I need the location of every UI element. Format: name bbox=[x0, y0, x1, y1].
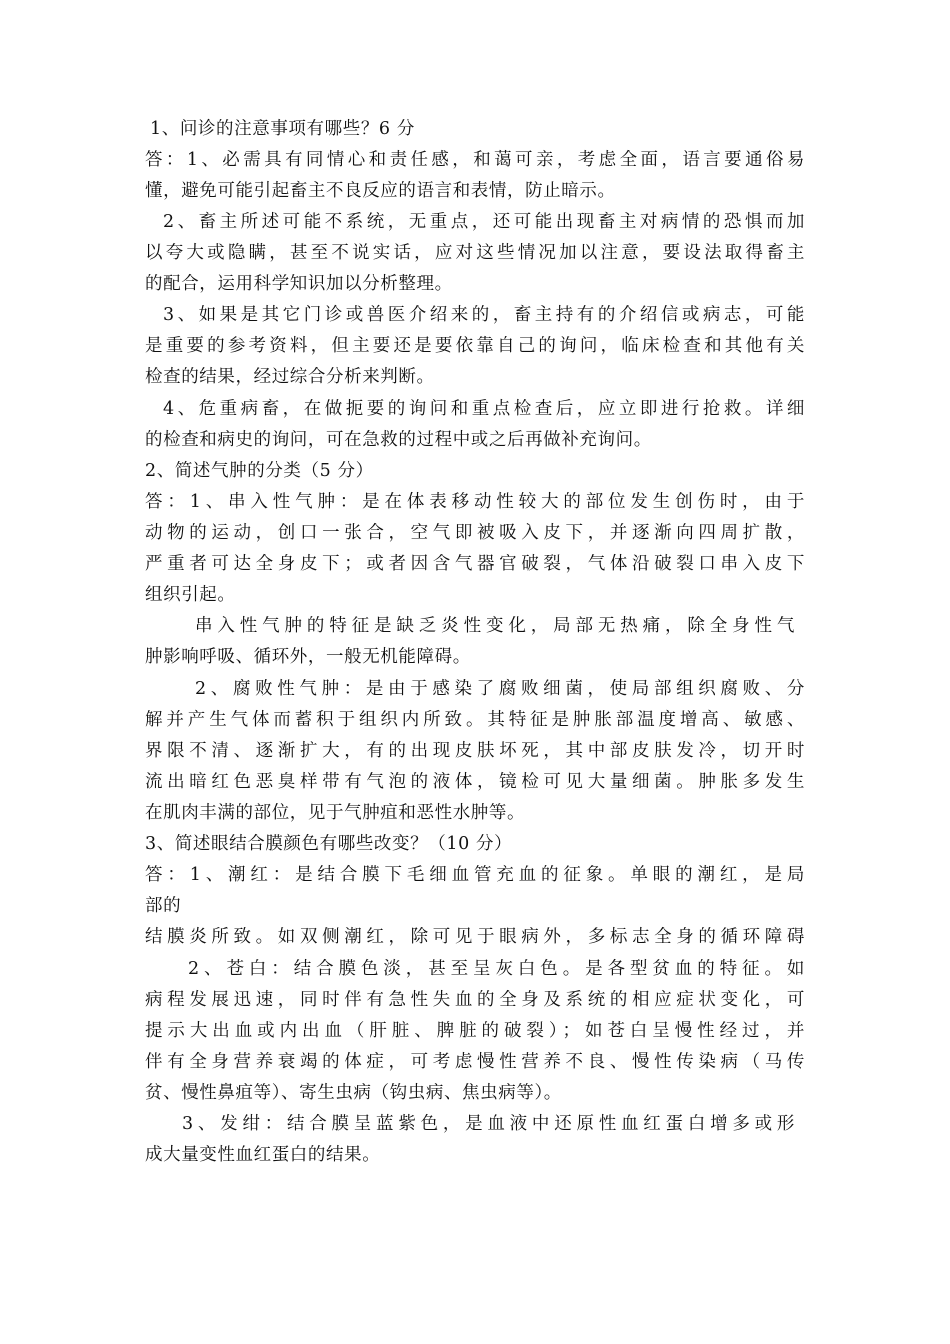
answer-2-line: 界限不清、逐渐扩大，有的出现皮肤坏死，其中部皮肤发冷，切开时 bbox=[145, 741, 805, 761]
answer-1-line: 的配合，运用科学知识加以分析整理。 bbox=[145, 274, 453, 294]
answer-3-line: 贫、慢性鼻疽等）、寄生虫病（钩虫病、焦虫病等）。 bbox=[145, 1083, 562, 1103]
answer-1-line: 的检查和病史的询问，可在急救的过程中或之后再做补充询问。 bbox=[145, 430, 652, 450]
answer-3-line: 部的 bbox=[145, 896, 182, 916]
answer-3-line: 2、苍白：结合膜色淡，甚至呈灰白色。是各型贫血的特征。如 bbox=[188, 959, 805, 979]
answer-2-line: 组织引起。 bbox=[145, 585, 236, 605]
answer-1-line: 懂，避免可能引起畜主不良反应的语言和表情，防止暗示。 bbox=[145, 181, 616, 201]
question-1-title: 1、问诊的注意事项有哪些？6 分 bbox=[150, 119, 415, 139]
answer-1-line: 2、畜主所述可能不系统，无重点，还可能出现畜主对病情的恐惧而加 bbox=[163, 212, 805, 232]
answer-2-line: 在肌肉丰满的部位，见于气肿疽和恶性水肿等。 bbox=[145, 803, 526, 823]
answer-2-line: 动物的运动，创口一张合，空气即被吸入皮下，并逐渐向四周扩散， bbox=[145, 523, 805, 543]
answer-3-line: 伴有全身营养衰竭的体症，可考虑慢性营养不良、慢性传染病（马传 bbox=[145, 1052, 805, 1072]
answer-2-line: 流出暗红色恶臭样带有气泡的液体，镜检可见大量细菌。肿胀多发生 bbox=[145, 772, 805, 792]
answer-2-line: 串入性气肿的特征是缺乏炎性变化，局部无热痛，除全身性气 bbox=[195, 616, 795, 636]
answer-1-line: 答：1、必需具有同情心和责任感，和蔼可亲，考虑全面，语言要通俗易 bbox=[145, 150, 805, 170]
answer-1-line: 4、危重病畜，在做扼要的询问和重点检查后，应立即进行抢救。详细 bbox=[163, 399, 805, 419]
answer-1-line: 3、如果是其它门诊或兽医介绍来的，畜主持有的介绍信或病志，可能 bbox=[163, 305, 805, 325]
question-3-title: 3、简述眼结合膜颜色有哪些改变？（10 分） bbox=[145, 834, 513, 854]
answer-1-line: 是重要的参考资料，但主要还是要依靠自己的询问，临床检查和其他有关 bbox=[145, 336, 805, 356]
answer-2-line: 解并产生气体而蓄积于组织内所致。其特征是肿胀部温度增高、敏感、 bbox=[145, 710, 805, 730]
answer-2-line: 肿影响呼吸、循环外，一般无机能障碍。 bbox=[145, 647, 471, 667]
answer-2-line: 答：1、串入性气肿：是在体表移动性较大的部位发生创伤时，由于 bbox=[145, 492, 805, 512]
answer-3-line: 病程发展迅速，同时伴有急性失血的全身及系统的相应症状变化，可 bbox=[145, 990, 805, 1010]
answer-1-line: 检查的结果，经过综合分析来判断。 bbox=[145, 367, 435, 387]
answer-3-line: 提示大出血或内出血（肝脏、脾脏的破裂）；如苍白呈慢性经过，并 bbox=[145, 1021, 805, 1041]
question-2-title: 2、简述气肿的分类（5 分） bbox=[145, 461, 374, 481]
answer-3-line: 成大量变性血红蛋白的结果。 bbox=[145, 1145, 381, 1165]
answer-3-line: 3、发绀：结合膜呈蓝紫色，是血液中还原性血红蛋白增多或形 bbox=[182, 1114, 795, 1134]
answer-2-line: 严重者可达全身皮下；或者因含气器官破裂，气体沿破裂口串入皮下 bbox=[145, 554, 805, 574]
answer-2-line: 2、腐败性气肿：是由于感染了腐败细菌，使局部组织腐败、分 bbox=[195, 679, 805, 699]
answer-3-line: 答：1、潮红：是结合膜下毛细血管充血的征象。单眼的潮红，是局 bbox=[145, 865, 805, 885]
answer-3-line: 结膜炎所致。如双侧潮红，除可见于眼病外，多标志全身的循环障碍 bbox=[145, 927, 805, 947]
answer-1-line: 以夸大或隐瞒，甚至不说实话，应对这些情况加以注意，要设法取得畜主 bbox=[145, 243, 805, 263]
